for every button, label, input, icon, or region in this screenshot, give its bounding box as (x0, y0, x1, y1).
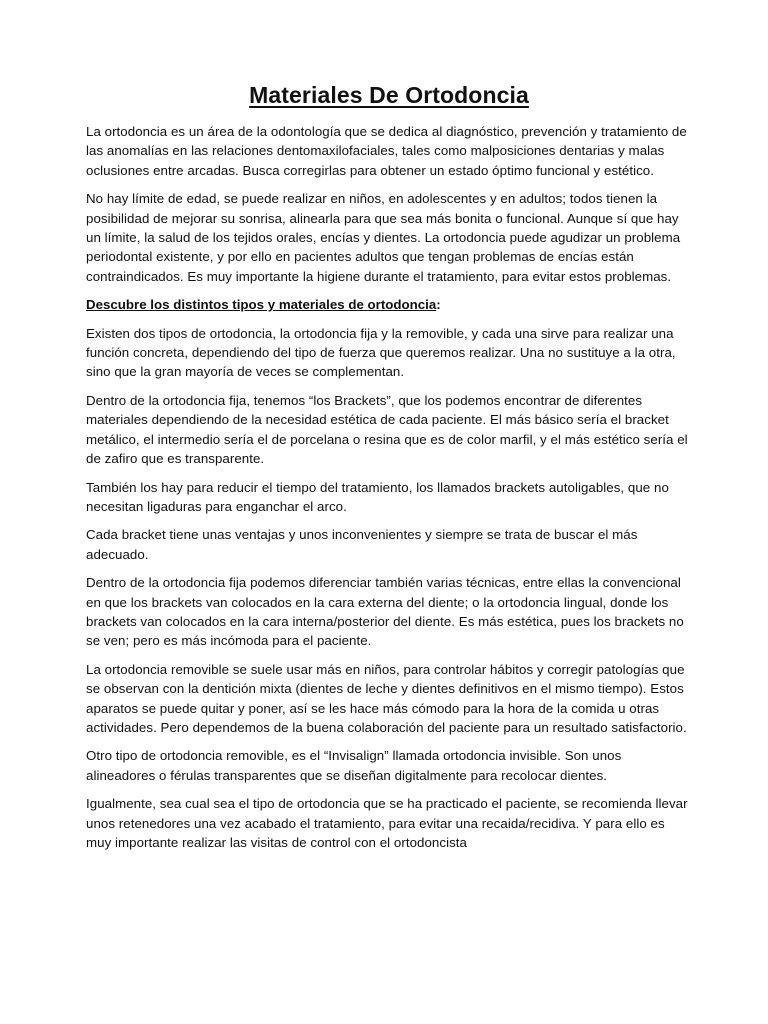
paragraph-types: Existen dos tipos de ortodoncia, la ortodoncia fija y la removible, y cada una sirve para realizar una función concreta, dependiendo del tipo de fuerza que queremos realizar. Una no sustituye a la otra, sino que la gran mayoría de veces se complementan. (86, 325, 676, 380)
paragraph-removible: La ortodoncia removible se suele usar más en niños, para controlar hábitos y corregir patologías que se observan con la dentición mixta (dientes de leche y dientes definitivos en el mismo tiempo). Estos aparatos se puede quitar y poner, así se les hace más cómodo para la hora de la comida u otras actividades. Pero dependemos de la buena colaboración del paciente para un resultado satisfactorio. (86, 661, 687, 735)
paragraph-age: No hay límite de edad, se puede realizar en niños, en adolescentes y en adultos; todos tienen la posibilidad de mejorar su sonrisa, alinearla para que sea más bonita o funcional. Aunque sí que hay un límite, la salud de los tejidos orales, encías y dientes. La ortodoncia puede agudizar un problema periodontal existente, y por ello en pacientes adultos que tengan problemas de encías están contraindicados. Es muy importante la higiene durante el tratamiento, para evitar estos problemas. (86, 191, 681, 284)
paragraph-ventajas: Cada bracket tiene unas ventajas y unos inconvenientes y siempre se trata de buscar el más adecuado. (86, 527, 638, 562)
paragraph-intro: La ortodoncia es un área de la odontología que se dedica al diagnóstico, prevención y tratamiento de las anomalías en las relaciones dentomaxilofaciales, tales como malposiciones dentarias y malas oclusiones entre arcadas. Busca corregirlas para obtener un estado óptimo funcional y estético. (86, 124, 687, 178)
paragraph-invisalign: Otro tipo de ortodoncia removible, es el “Invisalign” llamada ortodoncia invisible. Son unos alineadores o férulas transparentes que se diseñan digitalmente para recolocar dientes. (86, 748, 622, 783)
paragraph-tecnicas: Dentro de la ortodoncia fija podemos diferenciar también varias técnicas, entre ellas la convencional en que los brackets van colocados en la cara externa del diente; o la ortodoncia lingual, donde los brackets van colocados en la cara interna/posterior del diente. Es más estética, pues los brackets no se ven; pero es más incómoda para el paciente. (86, 575, 684, 649)
section-subheading (86, 295, 692, 314)
subheading-colon: : (436, 297, 441, 313)
document-page (86, 80, 692, 861)
subheading-text: Descubre los distintos tipos y materiales de ortodoncia (86, 297, 437, 313)
document-title: Materiales De Ortodoncia (249, 82, 529, 108)
paragraph-brackets: Dentro de la ortodoncia fija, tenemos “los Brackets”, que los podemos encontrar de diferentes materiales dependiendo de la necesidad estética de cada paciente. El más básico sería el bracket metálico, el intermedio sería el de porcelana o resina que es de color marfil, y el más estético sería el de zafiro que es transparente. (86, 392, 688, 467)
paragraph-retenedores: Igualmente, sea cual sea el tipo de ortodoncia que se ha practicado el paciente, se recomienda llevar unos retenedores una vez acabado el tratamiento, para evitar una recaida/recidiva. Y para ello es muy importante realizar las visitas de control con el ortodoncista (86, 796, 688, 850)
paragraph-autoligables: También los hay para reducir el tiempo del tratamiento, los llamados brackets autoligables, que no necesitan ligaduras para enganchar el arco. (86, 479, 669, 514)
